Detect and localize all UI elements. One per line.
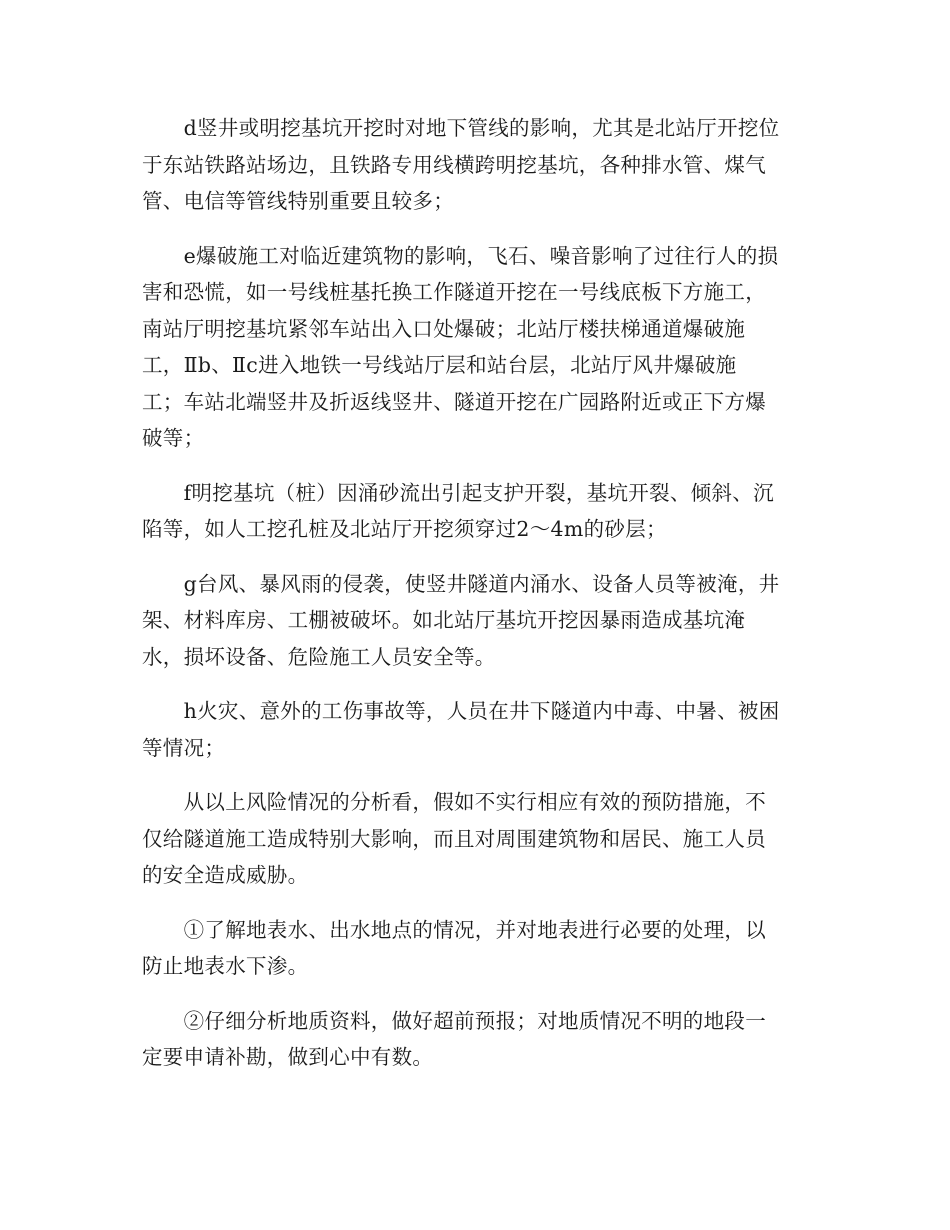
- paragraph-g-typhoon: g台风、暴风雨的侵袭，使竖井隧道内涌水、设备人员等被淹，井 架、材料库房、工棚被破坏。如北站厅基坑开挖因暴雨造成基坑淹 水，损坏设备、危险施工人员安全等。: [142, 571, 780, 669]
- paragraph-h-fire-accident: h火灾、意外的工伤事故等，人员在井下隧道内中毒、中暑、被困 等情况；: [142, 699, 780, 760]
- paragraph-risk-summary: 从以上风险情况的分析看，假如不实行相应有效的预防措施，不 仅给隧道施工造成特别大影响，而且对周围建筑物和居民、施工人员 的安全造成威胁。: [142, 790, 766, 887]
- paragraph-f-sand-inflow: f明挖基坑（桩）因涌砂流出引起支护开裂，基坑开裂、倾斜、沉 陷等，如人工挖孔桩及北站厅开挖须穿过2～4m的砂层；: [142, 480, 774, 541]
- paragraph-measure-2: ②仔细分析地质资料，做好超前预报；对地质情况不明的地段一 定要申请补勘，做到心中有数。: [142, 1008, 766, 1069]
- paragraph-d-pipeline-impact: d竖井或明挖基坑开挖时对地下管线的影响，尤其是北站厅开挖位 于东站铁路站场边，且铁路专用线横跨明挖基坑，各种排水管、煤气 管、电信等管线特别重要且较多；: [142, 116, 780, 213]
- paragraph-measure-1: ①了解地表水、出水地点的情况，并对地表进行必要的处理，以 防止地表水下渗。: [142, 917, 766, 978]
- paragraph-e-blasting-impact: e爆破施工对临近建筑物的影响，飞石、噪音影响了过往行人的损 害和恐慌，如一号线桩基托换工作隧道开挖在一号线底板下方施工， 南站厅明挖基坑紧邻车站出入口处爆破；北站厅楼扶梯通道爆破施 工，Ⅱb、Ⅱc进入地铁一号线站厅层和站台层，北站厅风井爆破施 工；车站北端竖井及折返线竖井、隧道开挖在广园路附近或正下方爆 破等；: [142, 243, 779, 450]
- document-body: [142, 110, 812, 1094]
